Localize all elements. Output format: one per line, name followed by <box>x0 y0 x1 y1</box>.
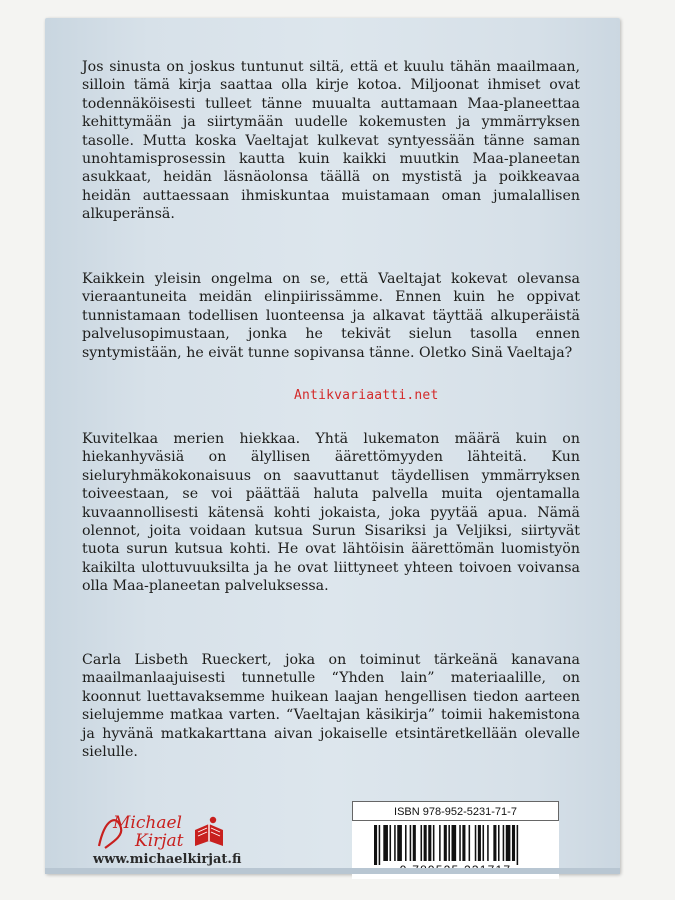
publisher-logo <box>95 808 230 856</box>
watermark-text: Antikvariaatti.net <box>294 388 439 403</box>
open-book-icon <box>195 817 223 846</box>
blurb-paragraph-3: Kuvitelkaa merien hiekkaa. Yhtä lukematon määrä kuin on hiekanhyväsiä on älyllisen äärettömyyden lähteitä. Kun sieluryhmäkokonaisuus on saavuttanut täydellisen ymmärryksen toiveestaan, se voi päättää haluta palvella muita ojentamalla kuvaannollisesti kätensä kohti jokaista, joka pyytää apua. Nämä olennot, joita voidaan kutsua Surun Sisariksi ja Veljiksi, siirtyvät tuota surun kutsua kohti. He ovat lähtöisin äärettömän luomistyön kaikilta ulottuvuuksilta ja he ovat liittyneet yhteen toivoen voivansa olla Maa-planeetan palveluksessa. <box>82 431 580 595</box>
barcode-bar <box>452 825 457 861</box>
publisher-url: www.michaelkirjat.fi <box>93 852 242 867</box>
blurb-paragraph-4: Carla Lisbeth Rueckert, joka on toiminut tärkeänä kanavana maailmanlaajuisesti tunnetulle “Yhden lain” materiaalille, on koonnut luettavaksemme huikean laajan hengellisen tiedon aarteen sielujemme matkaa varten. “Vaeltajan käsikirja” toimii hakemistona ja hyvänä matkakarttana aivan jokaiselle etsintäretkellään olevalle sielulle. <box>82 652 580 761</box>
barcode-bar <box>444 825 447 861</box>
barcode-bar <box>374 825 377 865</box>
barcode-bar <box>397 825 402 861</box>
barcode-bar <box>469 825 471 861</box>
barcode-bar <box>390 825 392 861</box>
barcode-bar <box>483 825 485 861</box>
barcode-bar <box>433 825 435 861</box>
barcode-bar <box>512 825 515 861</box>
barcode-bar <box>379 825 381 865</box>
barcode-bar <box>475 825 477 861</box>
barcode-bar <box>517 825 519 865</box>
blurb-paragraph-2: Kaikkein yleisin ongelma on se, että Vaeltajat kokevat olevansa vieraantuneita meidän elinpiirissämme. Ennen kuin he oppivat tunnistamaan todellisen luonteensa ja alkavat täyttää alkuperäistä palvelusopimustaan, jonka he tekivät sielun tasolla ennen syntymistään, he eivät tunne sopivansa tänne. Oletko Sinä Vaeltaja? <box>82 271 580 361</box>
barcode-bar <box>506 825 511 861</box>
barcode-bars <box>352 821 559 865</box>
barcode-bar <box>498 825 500 861</box>
barcode-bar <box>421 825 423 861</box>
barcode-bar <box>394 825 396 861</box>
barcode-bar <box>410 825 412 861</box>
logo-line-1: Michael <box>113 813 182 833</box>
logo-line-2: Kirjat <box>135 831 184 851</box>
barcode-bar <box>413 825 416 861</box>
isbn-label: ISBN 978-952-5231-71-7 <box>352 801 559 821</box>
barcode-bar <box>428 825 431 861</box>
book-back-cover <box>45 18 620 874</box>
barcode-bar <box>459 825 461 861</box>
barcode-bar <box>405 825 407 861</box>
barcode-bar <box>503 825 505 861</box>
barcode-bar <box>478 825 481 861</box>
barcode-bar <box>462 825 465 861</box>
barcode-bar <box>383 825 388 861</box>
barcode-bar <box>487 825 489 861</box>
barcode-bar <box>493 825 496 861</box>
barcode-bar <box>448 825 450 861</box>
barcode-bar <box>424 825 427 861</box>
barcode-bar <box>439 825 441 861</box>
blurb-paragraph-1: Jos sinusta on joskus tuntunut siltä, että et kuulu tähän maailmaan, silloin tämä kirja saattaa olla kirje kotoa. Miljoonat ihmiset ovat todennäköisesti tulleet tänne muualta auttamaan Maa-planeettaa kehittymään ja siirtymään uudelle kokemusten ja ymmärryksen tasolle. Mutta koska Vaeltajat kulkevat syntyessään tänne saman unohtamisprosessin kautta kuin kaikki muutkin Maa-planeetan asukkaat, heidän läsnäolonsa täällä on mystistä ja poikkeavaa heidän auttaessaan ihmiskuntaa muistamaan oman jumalallisen alkuperänsä. <box>82 59 580 223</box>
book-bottom-edge <box>45 868 620 874</box>
